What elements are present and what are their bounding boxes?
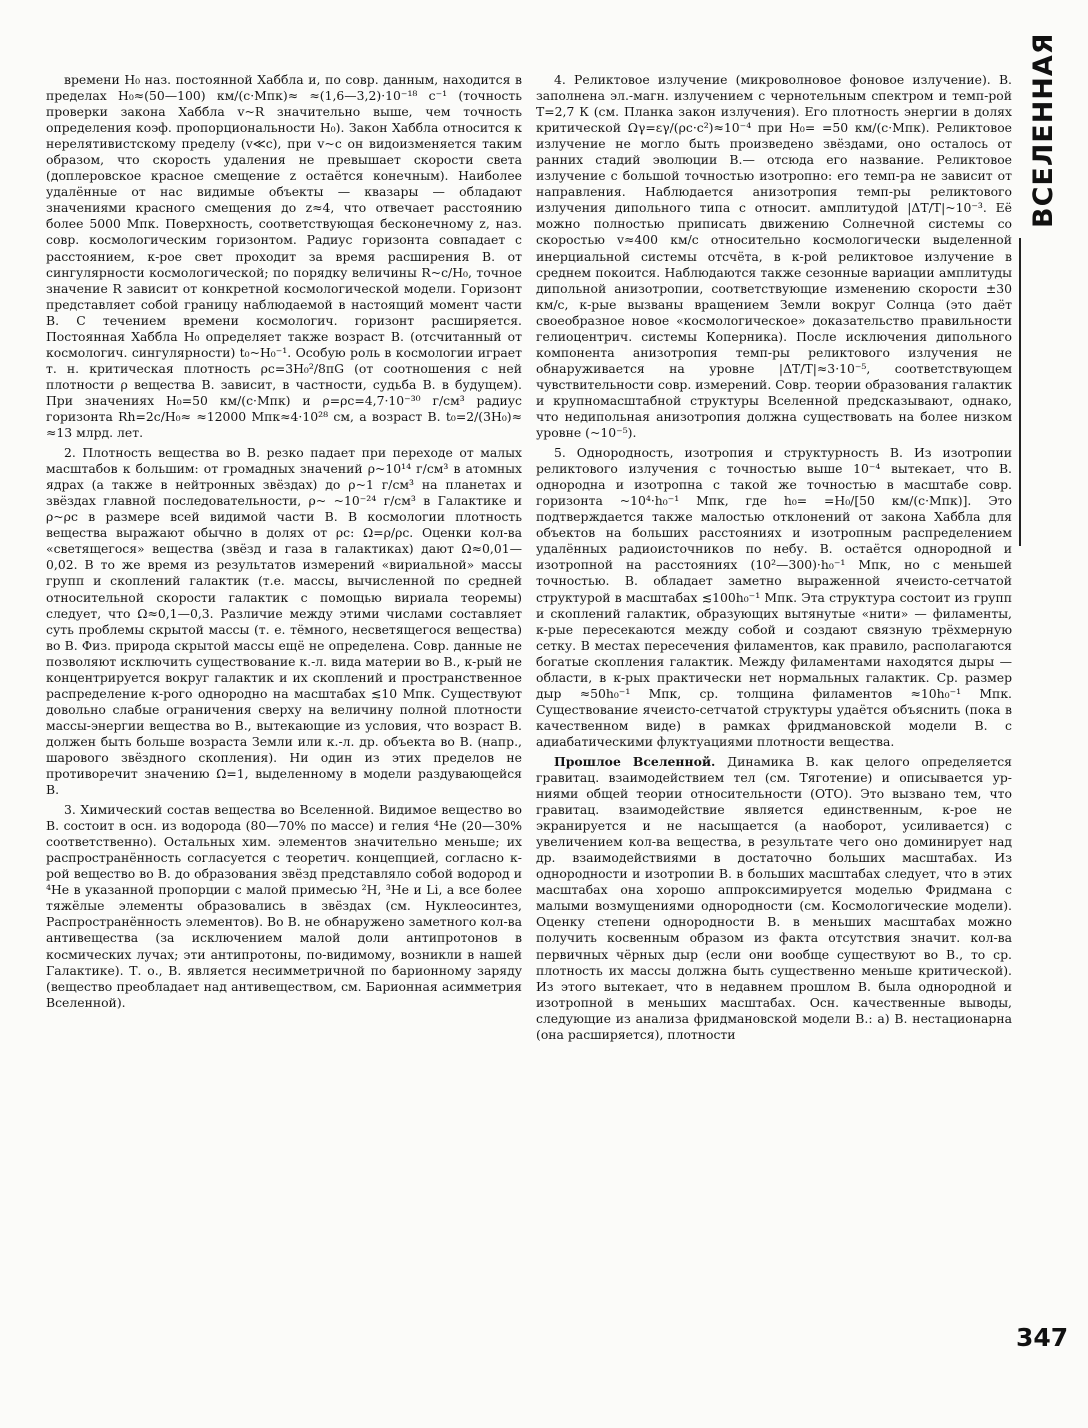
paragraph-hubble-horizon: времени H₀ наз. постоянной Хаббла и, по совр. данным, находится в пределах H₀≈(50—100) км/(с·Мпк)≈ ≈(1,6—3,2)·10⁻¹⁸ с⁻¹ (точность проверки закона Хаббла v~R значительно выше, чем точность определения коэф. пропорциональности H₀). Закон Хаббла относится к нерелятивистскому пределу (v≪c), при v~c он видоизменяется таким образом, что скорость удаления не превышает скорости света (доплеровское красное смещение z остаётся конечным). Наиболее удалённые от нас видимые объекты — квазары — обладают значениями красного смещения до z≈4, что отвечает расстоянию более 5000 Мпк. Поверхность, соответствующая бесконечному z, наз. совр. космологическим горизонтом. Радиус горизонта совпадает с расстоянием, к-рое свет проходит за время расширения В. от сингулярности космологической; по порядку величины R~c/H₀, точное значение R зависит от конкретной космологической модели. Горизонт представляет собой границу наблюдаемой в настоящий момент части В. С течением времени космологич. горизонт расширяется. Постоянная Хаббла H₀ определяет также возраст В. (отсчитанный от космологич. сингулярности) t₀~H₀⁻¹. Особую роль в космологии играет т. н. критическая плотность ρc=3H₀²/8πG (от соотношения с ней плотности ρ вещества В. зависит, в частности, судьба В. в будущем). При значениях H₀=50 км/(с·Мпк) и ρ=ρc=4,7·10⁻³⁰ г/см³ радиус горизонта Rh=2c/H₀≈ ≈12000 Мпк≈4·10²⁸ см, а возраст В. t₀=2/(3H₀)≈ ≈13 млрд. лет. — [46, 72, 522, 441]
page-number: 347 — [1016, 1323, 1069, 1352]
paragraph-chemical-composition: 3. Химический состав вещества во Вселенной. Видимое вещество во В. состоит в осн. из водорода (80—70% по массе) и гелия ⁴He (20—30% соответственно). Остальных хим. элементов значительно меньше; их распространённость согласуется с теоретич. концепцией, согласно к-рой вещество во В. до образования звёзд представляло собой водород и ⁴He в указанной пропорции с малой примесью ²H, ³He и Li, а все более тяжёлые элементы образовались в звёздах (см. Нуклеосинтез, Распространённость элементов). Во В. не обнаружено заметного кол-ва антивещества (за исключением малой доли антипротонов в космических лучах; эти антипротоны, по-видимому, возникли в нашей Галактике). Т. о., В. является несимметричной по барионному заряду (вещество преобладает над антивеществом, см. Барионная асимметрия Вселенной). — [46, 802, 522, 1010]
margin-rule — [1019, 238, 1021, 546]
paragraph-homogeneity-isotropy: 5. Однородность, изотропия и структурность В. Из изотропии реликтового излучения с точностью выше 10⁻⁴ вытекает, что В. однородна и изотропна с такой же точностью в масштабе совр. горизонта ~10⁴·h₀⁻¹ Мпк, где h₀= =H₀/[50 км/(с·Мпк)]. Это подтверждается также малостью отклонений от закона Хаббла для объектов на больших расстояниях и изотропным распределением удалённых радиоисточников по небу. В. остаётся однородной и изотропной на расстояниях (10²—300)·h₀⁻¹ Мпк, но с меньшей точностью. В. обладает заметно выраженной ячеисто-сетчатой структурой в масштабах ≲100h₀⁻¹ Мпк. Эта структура состоит из групп и скоплений галактик, образующих вытянутые «нити» — филаменты, к-рые пересекаются между собой и создают связную трёхмерную сетку. В местах пересечения филаментов, как правило, располагаются богатые скопления галактик. Между филаментами находятся дыры — области, в к-рых практически нет нормальных галактик. Ср. размер дыр ≈50h₀⁻¹ Мпк, ср. толщина филаментов ≈10h₀⁻¹ Мпк. Существование ячеисто-сетчатой структуры удаётся объяснить (пока в качественном виде) в рамках фридмановской модели В. с адиабатическими флуктуациями плотности вещества. — [536, 445, 1012, 749]
right-text-column — [536, 72, 1012, 1372]
running-head: ВСЕЛЕННАЯ — [1028, 32, 1059, 228]
left-text-column — [46, 72, 522, 1372]
paragraph-matter-density: 2. Плотность вещества во В. резко падает при переходе от малых масштабов к большим: от громадных значений ρ~10¹⁴ г/см³ в атомных ядрах (а также в нейтронных звёздах) до ρ~1 г/см³ на планетах и звёздах главной последовательности, ρ~ ~10⁻²⁴ г/см³ в Галактике и ρ~ρc в размере всей видимой части В. В космологии плотность вещества выражают обычно в долях от ρc: Ω=ρ/ρc. Оценки кол-ва «светящегося» вещества (звёзд и газа в галактиках) дают Ω≈0,01—0,02. В то же время из результатов измерений «вириальной» массы групп и скоплений галактик (т.е. массы, вычисленной по средней относительной скорости галактик с помощью вириала теоремы) следует, что Ω≈0,1—0,3. Различие между этими числами составляет суть проблемы скрытой массы (т. е. тёмного, несветящегося вещества) во В. Физ. природа скрытой массы ещё не определена. Совр. данные не позволяют исключить существование к.-л. вида материи во В., к-рый не концентрируется вокруг галактик и их скоплений и пространственное распределение к-рого однородно на масштабах ≲10 Мпк. Существуют довольно слабые ограничения сверху на величину полной плотности массы-энергии вещества во В., вытекающие из условия, что возраст В. должен быть больше возраста Земли или к.-л. др. объекта во В. (напр., шарового звёздного скопления). Ни один из этих пределов не противоречит значению Ω=1, выделенному в модели раздувающейся В. — [46, 445, 522, 798]
paragraph-relic-radiation: 4. Реликтовое излучение (микроволновое фоновое излучение). В. заполнена эл.-магн. излучением с чернотельным спектром и темп-рой T=2,7 К (см. Планка закон излучения). Его плотность энергии в долях критической Ωγ=εγ/(ρc·c²)≈10⁻⁴ при H₀= =50 км/(с·Мпк). Реликтовое излучение не могло быть произведено звёздами, оно осталось от ранних стадий эволюции В.— отсюда его название. Реликтовое излучение с большой точностью изотропно: его темп-ра не зависит от направления. Наблюдается анизотропия темп-ры реликтового излучения дипольного типа с относит. амплитудой |ΔT/T|~10⁻³. Её можно полностью приписать движению Солнечной системы со скоростью v≈400 км/с относительно космологически выделенной инерциальной системы отсчёта, в к-рой реликтовое излучение в среднем покоится. Наблюдаются также сезонные вариации амплитуды дипольной анизотропии, соответствующие изменению скорости ±30 км/с, к-рые вызваны вращением Земли вокруг Солнца (это даёт своеобразное новое «космологическое» доказательство правильности гелиоцентрич. системы Коперника). После исключения дипольного компонента анизотропия темп-ры реликтового излучения не обнаруживается на уровне |ΔT/T|≈3·10⁻⁵, соответствующем чувствительности совр. измерений. Совр. теории образования галактик и крупномасштабной структуры Вселенной предсказывают, однако, что недипольная анизотропия должна существовать на более низком уровне (~10⁻⁵). — [536, 72, 1012, 441]
paragraph-past-of-universe — [536, 754, 1012, 1043]
section-body: Динамика В. как целого определяется гравитац. взаимодействием тел (см. Тяготение) и описывается ур-ниями общей теории относительности (ОТО). Это вызвано тем, что гравитац. взаимодействие является единственным, к-рое не экранируется и не насыщается (а наоборот, усиливается) с увеличением кол-ва вещества, в результате чего оно доминирует над др. взаимодействиями в достаточно больших масштабах. Из однородности и изотропии В. в больших масштабах следует, что в этих масштабах она хорошо аппроксимируется моделью Фридмана с малыми возмущениями однородности (см. Космологические модели). Оценку степени однородности В. в меньших масштабах можно получить косвенным образом из факта отсутствия значит. кол-ва первичных чёрных дыр (если они вообще существуют во В., то ср. плотность их массы должна быть существенно меньше критической). Из этого вытекает, что в недавнем прошлом В. была однородной и изотропной в меньших масштабах. Осн. качественные выводы, следующие из анализа фридмановской модели В.: а) В. нестационарна (она расширяется), плотности — [536, 753, 1012, 1042]
section-heading: Прошлое Вселенной. — [554, 753, 716, 769]
